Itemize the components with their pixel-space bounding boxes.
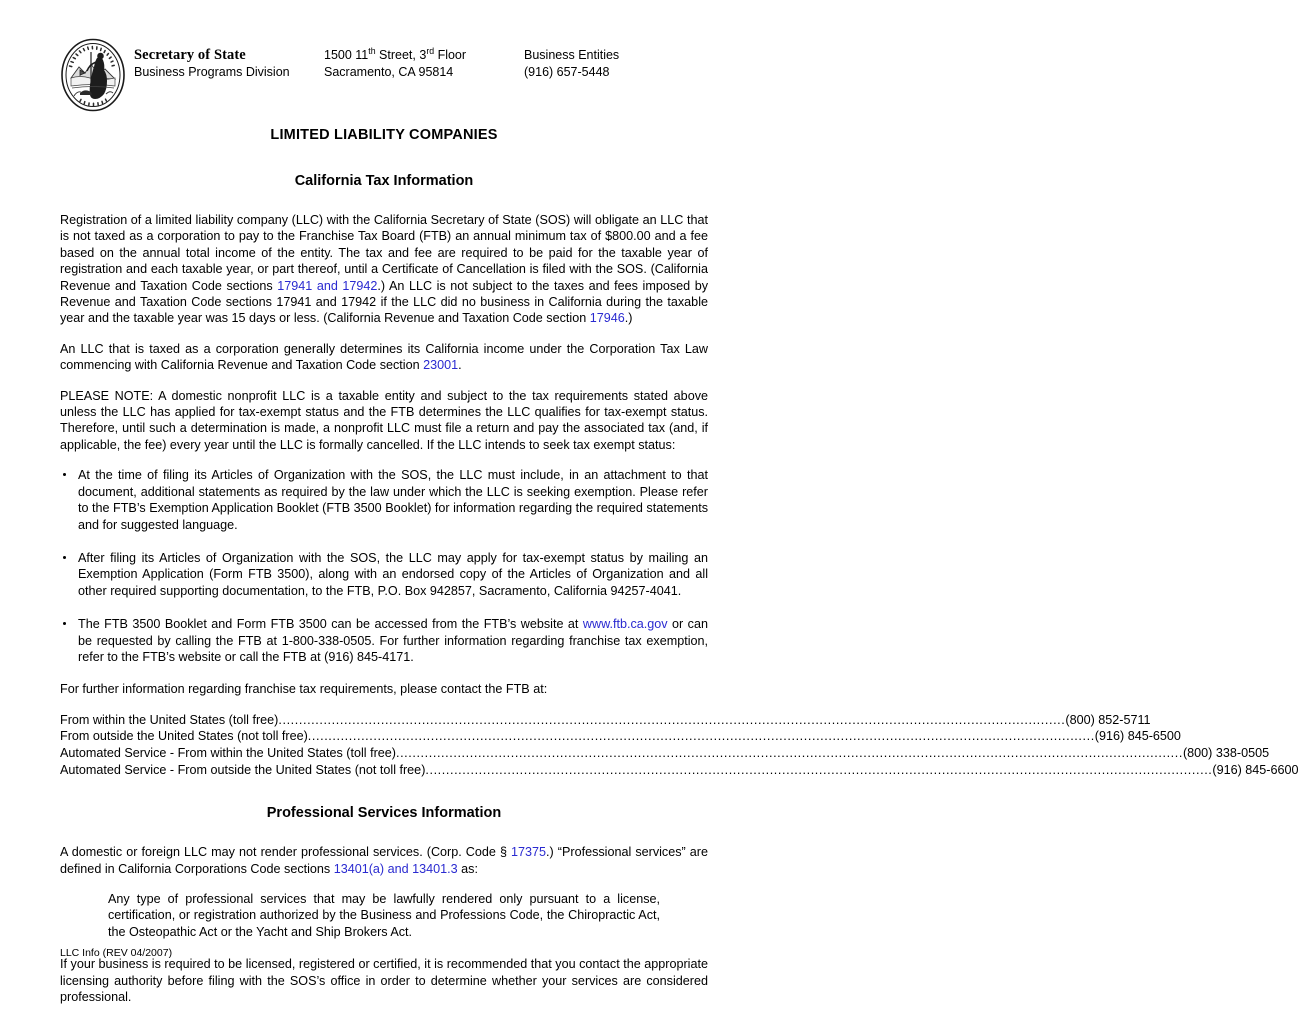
- tax-exempt-bullet-list: [60, 467, 708, 665]
- address-ordinal-rd: rd: [426, 45, 435, 56]
- leader-dots: ................................................................................................................................................................................................: [278, 712, 1066, 727]
- list-item: [60, 712, 1151, 729]
- bullet-3-text-b: or can be requested by calling the FTB at 1-800-338-0505. For further information regarding franchise tax exemption, refer to the FTB’s website or call the FTB at (916) 845-4171.: [78, 617, 708, 664]
- tax-paragraph-2: [60, 341, 708, 374]
- bullet-2-text: After filing its Articles of Organization with the SOS, the LLC may apply for tax-exempt status by mailing an Exemption Application (Form FTB 3500), along with an endorsed copy of the Articles of Organization and all other required supporting documentation, to the FTB, P.O. Box 942857, Sacramento, California 94257-4041.: [78, 550, 708, 598]
- address-ordinal-th: th: [368, 45, 376, 56]
- phone-value-auto-domestic: (800) 338-0505: [1182, 745, 1270, 760]
- professional-services-definition-quote: Any type of professional services that may be lawfully rendered only pursuant to a license, certification, or registration authorized by the Business and Professions Code, the Chiropractic Act, the Osteopathic Act or the Yacht and Ship Brokers Act.: [108, 891, 660, 939]
- phone-label-domestic-tollfree: From within the United States (toll free): [60, 712, 279, 727]
- contact-department: Business Entities: [524, 48, 620, 62]
- phone-label-outside-notfree: From outside the United States (not toll free): [60, 729, 308, 744]
- address-floor: Floor: [434, 48, 467, 62]
- agency-division: Business Programs Division: [134, 65, 290, 79]
- professional-paragraph-2: If your business is required to be licensed, registered or certified, it is recommended that you contact the appropriate licensing authority before filing with the SOS’s office in order to determine whether your services are considered professional.: [60, 957, 708, 1004]
- seal-container: [60, 36, 134, 112]
- phone-value-domestic-tollfree: (800) 852-5711: [1065, 712, 1151, 727]
- tax-paragraph-1: [60, 212, 708, 327]
- agency-block: [134, 36, 324, 81]
- link-ftb-website[interactable]: www.ftb.ca.gov: [582, 617, 668, 632]
- professional-paragraph-1: [60, 844, 708, 877]
- tax-p1-text-c: .): [624, 311, 633, 326]
- california-state-seal-icon: [60, 38, 126, 112]
- link-corp-code-13401[interactable]: 13401(a) and 13401.3: [333, 861, 458, 876]
- list-item: [60, 728, 1181, 745]
- ftb-phone-list: [60, 712, 1299, 778]
- link-rtc-17946[interactable]: 17946: [589, 311, 625, 326]
- tax-paragraph-please-note: PLEASE NOTE: A domestic nonprofit LLC is a taxable entity and subject to the tax requirements stated above unless the LLC has applied for tax-exempt status and the FTB determines the LLC qualifies for tax-exempt status. Therefore, until such a determination is made, a nonprofit LLC must file a return and pay the associated tax (and, if applicable, the fee) every year until the LLC is formally cancelled. If the LLC intends to seek tax exempt status:: [60, 388, 708, 452]
- contact-phone: (916) 657-5448: [524, 65, 610, 79]
- bullet-dot-icon: [63, 622, 66, 625]
- tax-p2-text-a: An LLC that is taxed as a corporation generally determines its California income under the Corporation Tax Law commencing with California Revenue and Taxation Code section: [60, 341, 708, 373]
- leader-dots: ................................................................................................................................................................................................: [307, 729, 1095, 744]
- document-body: [60, 126, 1299, 1005]
- tax-p1-text-a: Registration of a limited liability company (LLC) with the California Secretary of State (SOS) will obligate an LLC that is not taxed as a corporation to pay to the Franchise Tax Board (FTB) an annual minimum tax of $800.00 and a fee based on the annual total income of the entity. The tax and fee are required to be paid for the taxable year of registration and each taxable year, or part thereof, until a Certificate of Cancellation is filed with the SOS. (California Revenue and Taxation Code sections: [60, 213, 708, 293]
- bullet-dot-icon: [63, 556, 66, 559]
- list-item: [60, 616, 708, 665]
- list-item: [60, 762, 1299, 779]
- list-item: [60, 745, 1270, 762]
- document-footer: LLC Info (REV 04/2007): [60, 947, 173, 959]
- list-item: [60, 550, 708, 599]
- professional-services-heading: Professional Services Information: [266, 805, 502, 822]
- link-rtc-17941-17942[interactable]: 17941 and 17942: [277, 278, 378, 293]
- spacer: [60, 778, 708, 804]
- address-street-mid: Street, 3: [375, 48, 427, 62]
- leader-dots: ................................................................................................................................................................................................: [425, 762, 1213, 777]
- spacer: [60, 190, 708, 212]
- spacer: [60, 144, 708, 172]
- ftb-contact-intro: For further information regarding franchise tax requirements, please contact the FTB at:: [60, 682, 548, 697]
- link-rtc-23001[interactable]: 23001: [423, 358, 459, 373]
- prof-p1-text-c: as:: [457, 861, 478, 876]
- address-block: [324, 36, 524, 81]
- bullet-3-text-a: The FTB 3500 Booklet and Form FTB 3500 can be accessed from the FTB’s website at: [78, 617, 583, 632]
- phone-value-outside-notfree: (916) 845-6500: [1094, 729, 1181, 744]
- agency-name: Secretary of State: [134, 47, 246, 63]
- address-line-1: [324, 47, 524, 64]
- tax-p2-text-b: .: [458, 358, 462, 373]
- bullet-dot-icon: [63, 473, 66, 476]
- tax-p1-text-b: .) An LLC is not subject to the taxes and fees imposed by Revenue and Taxation Code sections 17941 and 17942 if the LLC did no business in California during the taxable year and the taxable year was 15 days or less. (California Revenue and Taxation Code section: [60, 278, 709, 326]
- tax-section-heading: California Tax Information: [294, 173, 474, 189]
- spacer: [60, 822, 708, 844]
- page-title: LIMITED LIABILITY COMPANIES: [270, 127, 498, 143]
- leader-dots: ................................................................................................................................................................................................: [395, 745, 1183, 760]
- contact-block: [524, 36, 710, 81]
- address-street-number: 1500 11: [324, 48, 369, 62]
- bullet-1-text: At the time of filing its Articles of Organization with the SOS, the LLC must include, in an attachment to that document, additional statements as required by the law under which the LLC is seeking exemption. Please refer to the FTB’s Exemption Application Booklet (FTB 3500 Booklet) for information regarding the required statements and for suggested language.: [78, 468, 708, 532]
- prof-p1-text-a: A domestic or foreign LLC may not render professional services. (Corp. Code §: [60, 845, 512, 860]
- prof-p1-text-b: .) “Professional services” are defined in California Corporations Code sections: [60, 845, 708, 876]
- phone-value-auto-outside: (916) 845-6600: [1212, 762, 1299, 777]
- phone-label-auto-outside: Automated Service - From outside the United States (not toll free): [60, 762, 426, 777]
- link-corp-code-17375[interactable]: 17375: [511, 845, 547, 860]
- list-item: [60, 467, 708, 533]
- phone-label-auto-domestic: Automated Service - From within the United States (toll free): [60, 745, 396, 760]
- address-line-2: Sacramento, CA 95814: [324, 65, 454, 79]
- letterhead: [60, 36, 710, 112]
